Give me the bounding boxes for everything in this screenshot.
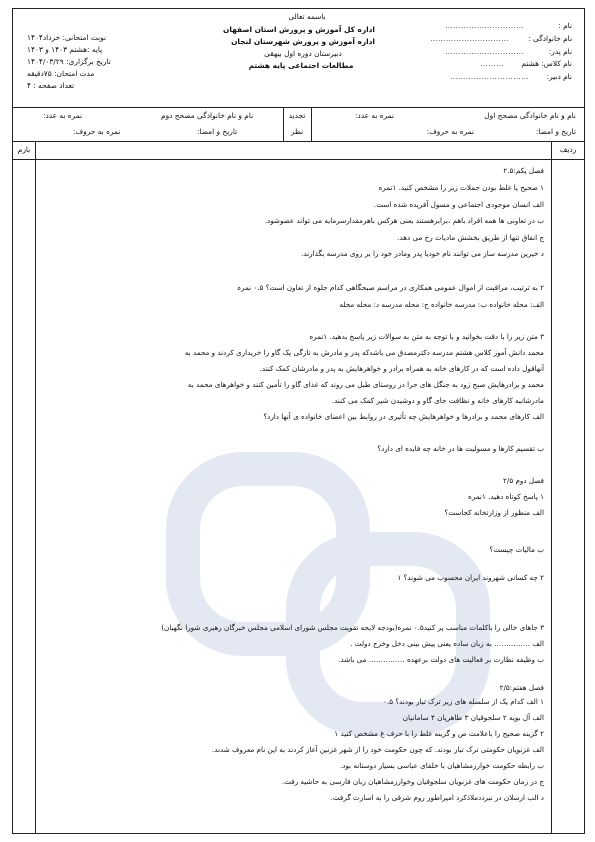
grading-row xyxy=(13,107,584,142)
exam-header xyxy=(13,9,584,108)
grade-year: پایه :هشتم ۱۴۰۳ و ۱۴۰۳ xyxy=(27,45,103,54)
class-dots[interactable]: ……… xyxy=(480,59,504,68)
score-column xyxy=(35,159,36,833)
corrector1-score-num: نمره به عدد: xyxy=(354,111,394,120)
corrector2-date-sign: تاریخ و امضا: xyxy=(197,127,238,136)
question-line: محمد دانش آموز کلاس هشتم مدرسه دکترمصدق می باشدکه پدر و مادرش به تازگی یک گاو را خریداری کردند و محمد به xyxy=(184,348,544,357)
column-header-row xyxy=(13,141,584,160)
grading-divider xyxy=(283,107,284,141)
question-line: ۳ متن زیر را با دقت بخوانید و با توجه به متن به سوالات زیر پاسخ بدهید. ۱نمره xyxy=(309,332,544,341)
grading-divider xyxy=(311,107,312,141)
question-line: ۲ گزینه صحیح را باعلامت ص و گزینه غلط را با حرف غ مشخص کنید ۱ xyxy=(334,729,544,738)
exam-duration: مدت امتحان: ۷۵دقیقه xyxy=(27,69,95,78)
corrector2-score-num: نمره به عدد: xyxy=(43,111,83,120)
header-org2: اداره آموزش و پرورش شهرستان لنجان xyxy=(231,37,375,46)
question-line: الف کارهای محمد و برادرها و خواهرهایش چه تأثیری در روابط بین اعضای خانواده ی آنها دارد؟ xyxy=(263,412,544,421)
question-line: ب رابطه حکومت خوارزمشاهیان با خلفای عباسی بسیار دوستانه بود. xyxy=(339,761,544,770)
page-count: تعداد صفحه : ۴ xyxy=(27,81,75,90)
corrector1-date-sign: تاریخ و امضا: xyxy=(535,127,576,136)
chapter-2-heading: فصل دوم ۲/۵ xyxy=(503,476,544,485)
chapter-7-heading: فصل هفتم:۲/۵ xyxy=(499,683,544,692)
chapter-1-heading: فصل یکم:۲.۵ xyxy=(503,166,544,175)
column-divider xyxy=(551,141,552,159)
question-line: ج در زمان حکومت های غزنویان سلجوقیان وخوارزمشاهیان زبان فارسی به حاشیه رفت. xyxy=(281,777,544,786)
family-dots[interactable]: ………………………… xyxy=(430,34,509,43)
review-label: تجدید xyxy=(288,111,306,120)
questions-body xyxy=(13,159,584,833)
row-column xyxy=(551,159,552,833)
question-line: ۱ صحیح یا غلط بودن جملات زیر را مشخص کنید. ۱نمره xyxy=(378,183,544,192)
header-subject: مطالعات اجتماعی پایه هشتم xyxy=(248,61,354,70)
question-line: ۱ پاسخ کوتاه دهید. ۱نمره xyxy=(468,492,544,501)
question-line: د خیرین مدرسه ساز می توانند نام خودیا پدر ومادر خود را بر روی مدرسه بگذارند. xyxy=(301,249,544,258)
question-line: مادرشانبه کارهای خانه و نظافت جای گاو و دوشیدن شیر کمک می کنند. xyxy=(331,396,544,405)
father-dots[interactable]: ………………………… xyxy=(445,47,524,56)
name-label: نام : xyxy=(558,21,572,30)
exam-date: تاریخ برگزاری: ۱۴۰۴/۰۳/۲۹ xyxy=(27,57,111,66)
name-dots[interactable]: ………………………… xyxy=(445,21,524,30)
question-line: ۳ جاهای خالی را باکلمات مناسب پر کنید۰.۵ نمره(بودجه لایحه تقویت مجلس شورای اسلامی مجلس خبرگان رهبری شورا نگهبان) xyxy=(161,623,544,632)
question-line: ۲ چه کسانی شهروند ایران محسوب می شوند؟ ۱ xyxy=(397,573,544,582)
row-column-header: ردیف xyxy=(559,145,577,154)
question-line: محمد و برادرهایش صبح زود به جنگل های حرا در روستای طبل می روند که غذای گاو را تأمین کنند و خواهرهای محمد به xyxy=(187,380,544,389)
corrector1-name: نام و نام خانوادگی مصحح اول xyxy=(484,111,576,120)
question-line: ب در تعاونی ها همه افراد باهم ،برابرهستند یعنی هرکس باهرمقدارسرمایه می تواند عضوشود. xyxy=(264,216,544,225)
question-line: د الب ارسلان در نبرددملاذکرد امپراطور روم شرقی را به اسارت گرفت. xyxy=(330,793,544,802)
teacher-label: نام دبیر: xyxy=(546,72,572,81)
question-line: الف غزنویان حکومتی ترک تبار بودند. که چون حکومت خود را از شهر غزنین آغاز کردند به این نام معروف شدند. xyxy=(211,745,544,754)
header-org1: اداره کل آموزش و پرورش استان اصفهان xyxy=(223,25,375,34)
question-line: الف: محله خانواده ب: مدرسه خانواده ج: محله مدرسه د: محله محله xyxy=(339,300,544,309)
question-line: ۲ به ترتیب، مراقبت از اموال عمومی همکاری در مراسم صبحگاهی کدام جلوه از تعاون است؟ ۰.۵ نمره xyxy=(237,283,544,292)
question-line: الف انسان موجودی اجتماعی و مسول آفریده شده است. xyxy=(373,200,544,209)
exam-sheet xyxy=(12,8,585,834)
column-divider xyxy=(35,141,36,159)
question-line: ب مالیات چیست؟ xyxy=(489,545,544,554)
watermark-logo xyxy=(163,449,493,739)
question-line: ب وظیفه نظارت بر فعالیت های دولت برعهده …………… می باشد. xyxy=(338,655,544,664)
teacher-dots[interactable]: ………………………… xyxy=(450,72,529,81)
corrector2-score-word: نمره به حروف: xyxy=(73,127,121,136)
class-label: نام کلاس: هشتم xyxy=(521,59,572,68)
corrector2-name: نام و نام خانوادگی مصحح دوم xyxy=(161,111,254,120)
header-title: باسمه تعالی xyxy=(288,12,326,21)
question-line: ج انفاق تنها از طریق بخشش مادیات رخ می دهد. xyxy=(397,233,544,242)
review-label-2: نظر xyxy=(290,127,304,136)
corrector1-score-word: نمره به حروف: xyxy=(426,127,474,136)
header-school: دبیرستان دوره اول بیهقی xyxy=(264,49,342,58)
father-label: نام پدر: xyxy=(548,47,572,56)
exam-turn: نوبت امتحانی: خرداد۱۴۰۴ xyxy=(27,33,107,42)
question-line: الف …………… به زبان ساده یعنی پیش بینی دخل وخرج دولت . xyxy=(350,639,544,648)
question-line: ب تقسیم کارها و مسولیت ها در خانه چه فایده ای دارد؟ xyxy=(377,444,544,453)
question-line: آنهاقول داده است که در کارهای خانه به همراه برادر و خواهرهایش به پدر و مادرشان کمک کنند. xyxy=(259,364,544,373)
question-line: الف آل بویه ۲ سلجوقیان ۳ طاهریان ۴ سامانیان xyxy=(402,713,544,722)
family-label: نام خانوادگی : xyxy=(528,34,572,43)
question-line: ۱ الف کدام یک از سلسله های زیر ترک تبار بودند؟ ۰.۵ xyxy=(382,697,544,706)
question-line: الف منظور از وزارتخانه کجاست؟ xyxy=(444,508,544,517)
score-column-header: بارم xyxy=(17,145,31,154)
